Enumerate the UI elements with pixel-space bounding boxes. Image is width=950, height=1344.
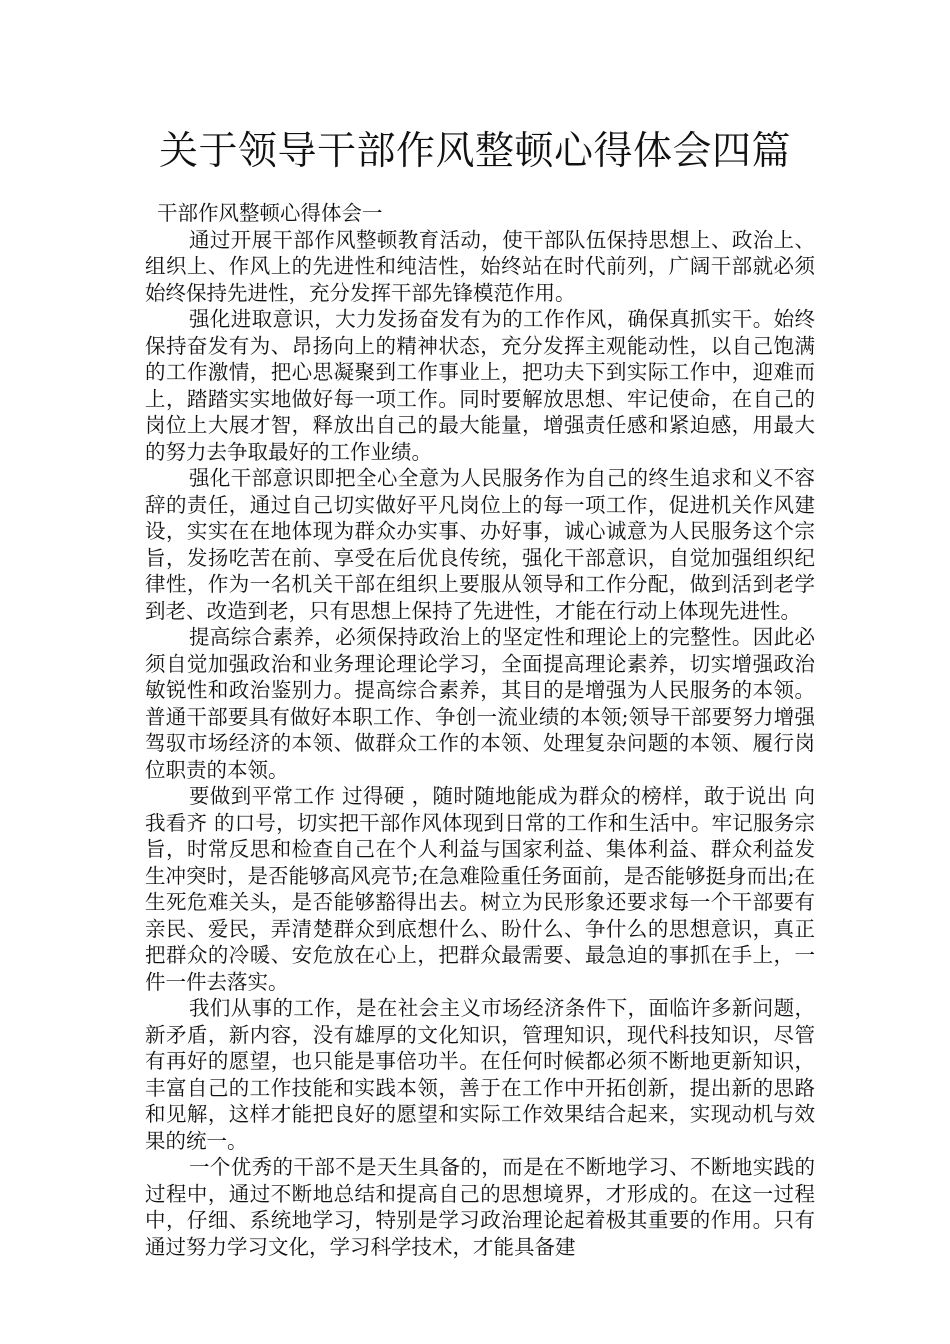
paragraph: 要做到平常工作 过得硬 ，随时随地能成为群众的榜样，敢于说出 向我看齐 的口号，切实把干部作风体现到日常的工作和生活中。牢记服务宗旨，时常反思和检查自己在个人利益与国家利益、集体利益、群众利益发生冲突时，是否能够高风亮节;在急难险重任务面前，是否能够挺身而出;在生死危难关头，是否能够豁得出去。树立为民形象还要求每一个干部要有亲民、爱民，弄清楚群众到底想什么、盼什么、争什么的思想意识，真正把群众的冷暖、安危放在心上，把群众最需要、最急迫的事抓在手上，一件一件去落实。 — [145, 784, 815, 994]
document-title: 关于领导干部作风整顿心得体会四篇 — [158, 129, 791, 174]
paragraph: 我们从事的工作，是在社会主义市场经济条件下，面临许多新问题，新矛盾，新内容，没有雄厚的文化知识，管理知识，现代科技知识，尽管有再好的愿望，也只能是事倍功半。在任何时候都必须不断地更新知识，丰富自己的工作技能和实践本领，善于在工作中开拓创新，提出新的思路和见解，这样才能把良好的愿望和实际工作效果结合起来，实现动机与效果的统一。 — [145, 996, 815, 1153]
paragraph: 强化进取意识，大力发扬奋发有为的工作作风，确保真抓实干。始终保持奋发有为、昂扬向上的精神状态，充分发挥主观能动性，以自己饱满的工作激情，把心思凝聚到工作事业上，把功夫下到实际工作中，迎难而上，踏踏实实地做好每一项工作。同时要解放思想、牢记使命，在自己的岗位上大展才智，释放出自己的最大能量，增强责任感和紧迫感，用最大的努力去争取最好的工作业绩。 — [145, 307, 815, 464]
paragraph: 通过开展干部作风整顿教育活动，使干部队伍保持思想上、政治上、组织上、作风上的先进性和纯洁性，始终站在时代前列，广阔干部就必须始终保持先进性，充分发挥干部先锋模范作用。 — [145, 227, 815, 305]
paragraph: 强化干部意识即把全心全意为人民服务作为自己的终生追求和义不容辞的责任，通过自己切实做好平凡岗位上的每一项工作，促进机关作风建设，实实在在地体现为群众办实事、办好事，诚心诚意为人民服务这个宗旨，发扬吃苦在前、享受在后优良传统，强化干部意识，自觉加强组织纪律性，作为一名机关干部在组织上要服从领导和工作分配，做到活到老学到老、改造到老，只有思想上保持了先进性，才能在行动上体现先进性。 — [145, 466, 815, 623]
paragraph: 一个优秀的干部不是天生具备的，而是在不断地学习、不断地实践的过程中，通过不断地总结和提高自己的思想境界，才形成的。在这一过程中，仔细、系统地学习，特别是学习政治理论起着极其重要的作用。只有通过努力学习文化，学习科学技术，才能具备建 — [145, 1155, 815, 1259]
document-body — [145, 200, 815, 1260]
paragraph: 提高综合素养，必须保持政治上的坚定性和理论上的完整性。因此必须自觉加强政治和业务理论理论学习，全面提高理论素养，切实增强政治敏锐性和政治鉴别力。提高综合素养，其目的是增强为人民服务的本领。普通干部要具有做好本职工作、争创一流业绩的本领;领导干部要努力增强驾驭市场经济的本领、做群众工作的本领、处理复杂问题的本领、履行岗位职责的本领。 — [145, 625, 815, 782]
section-heading: 干部作风整顿心得体会一 — [157, 201, 383, 225]
